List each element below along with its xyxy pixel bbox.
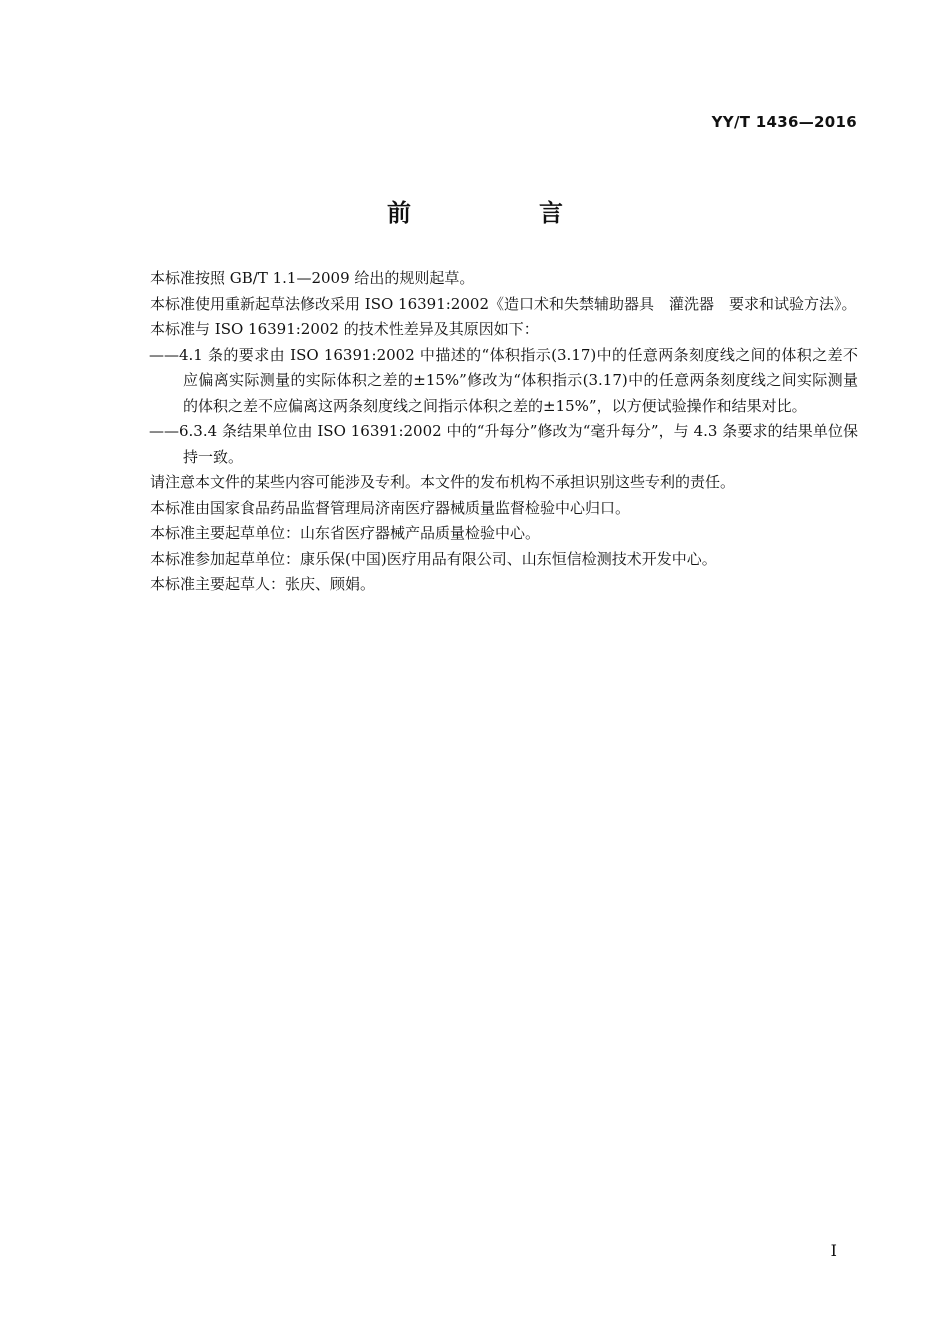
paragraph-drafting-rules: 本标准按照 GB/T 1.1—2009 给出的规则起草。 bbox=[150, 269, 475, 287]
page-title: 前 言 bbox=[387, 199, 615, 227]
paragraph-main-drafting-unit: 本标准主要起草单位：山东省医疗器械产品质量检验中心。 bbox=[150, 524, 541, 542]
paragraph-adoption: 本标准使用重新起草法修改采用 ISO 16391:2002《造口术和失禁辅助器具 灌洗器 要求和试验方法》。 bbox=[150, 294, 857, 313]
page-number: I bbox=[830, 1241, 837, 1260]
paragraph-participating-units: 本标准参加起草单位：康乐保(中国)医疗用品有限公司、山东恒信检测技术开发中心。 bbox=[150, 549, 717, 568]
paragraph-drafters: 本标准主要起草人：张庆、顾娟。 bbox=[150, 575, 376, 593]
paragraph-differences-intro: 本标准与 ISO 16391:2002 的技术性差异及其原因如下： bbox=[150, 320, 539, 338]
difference-item-6-3-4: ——6.3.4 条结果单位由 ISO 16391:2002 中的“升每分”修改为“毫升每分”，与 4.3 条要求的结果单位保持一致。 bbox=[149, 422, 858, 466]
paragraph-proposer: 本标准由国家食品药品监督管理局济南医疗器械质量监督检验中心归口。 bbox=[150, 498, 631, 517]
foreword-body bbox=[120, 266, 858, 598]
difference-item-4-1: ——4.1 条的要求由 ISO 16391:2002 中描述的“体积指示(3.17)中的任意两条刻度线之间的体积之差不应偏离实际测量的实际体积之差的±15%”修改为“体积指示(3.17)中的任意两条刻度线之间实际测量的体积之差不应偏离这两条刻度线之间指示体积之差的±15%”，以方便试验操作和结果对比。 bbox=[149, 345, 858, 415]
paragraph-patent-notice: 请注意本文件的某些内容可能涉及专利。本文件的发布机构不承担识别这些专利的责任。 bbox=[150, 473, 736, 491]
standard-code: YY/T 1436—2016 bbox=[711, 113, 857, 131]
